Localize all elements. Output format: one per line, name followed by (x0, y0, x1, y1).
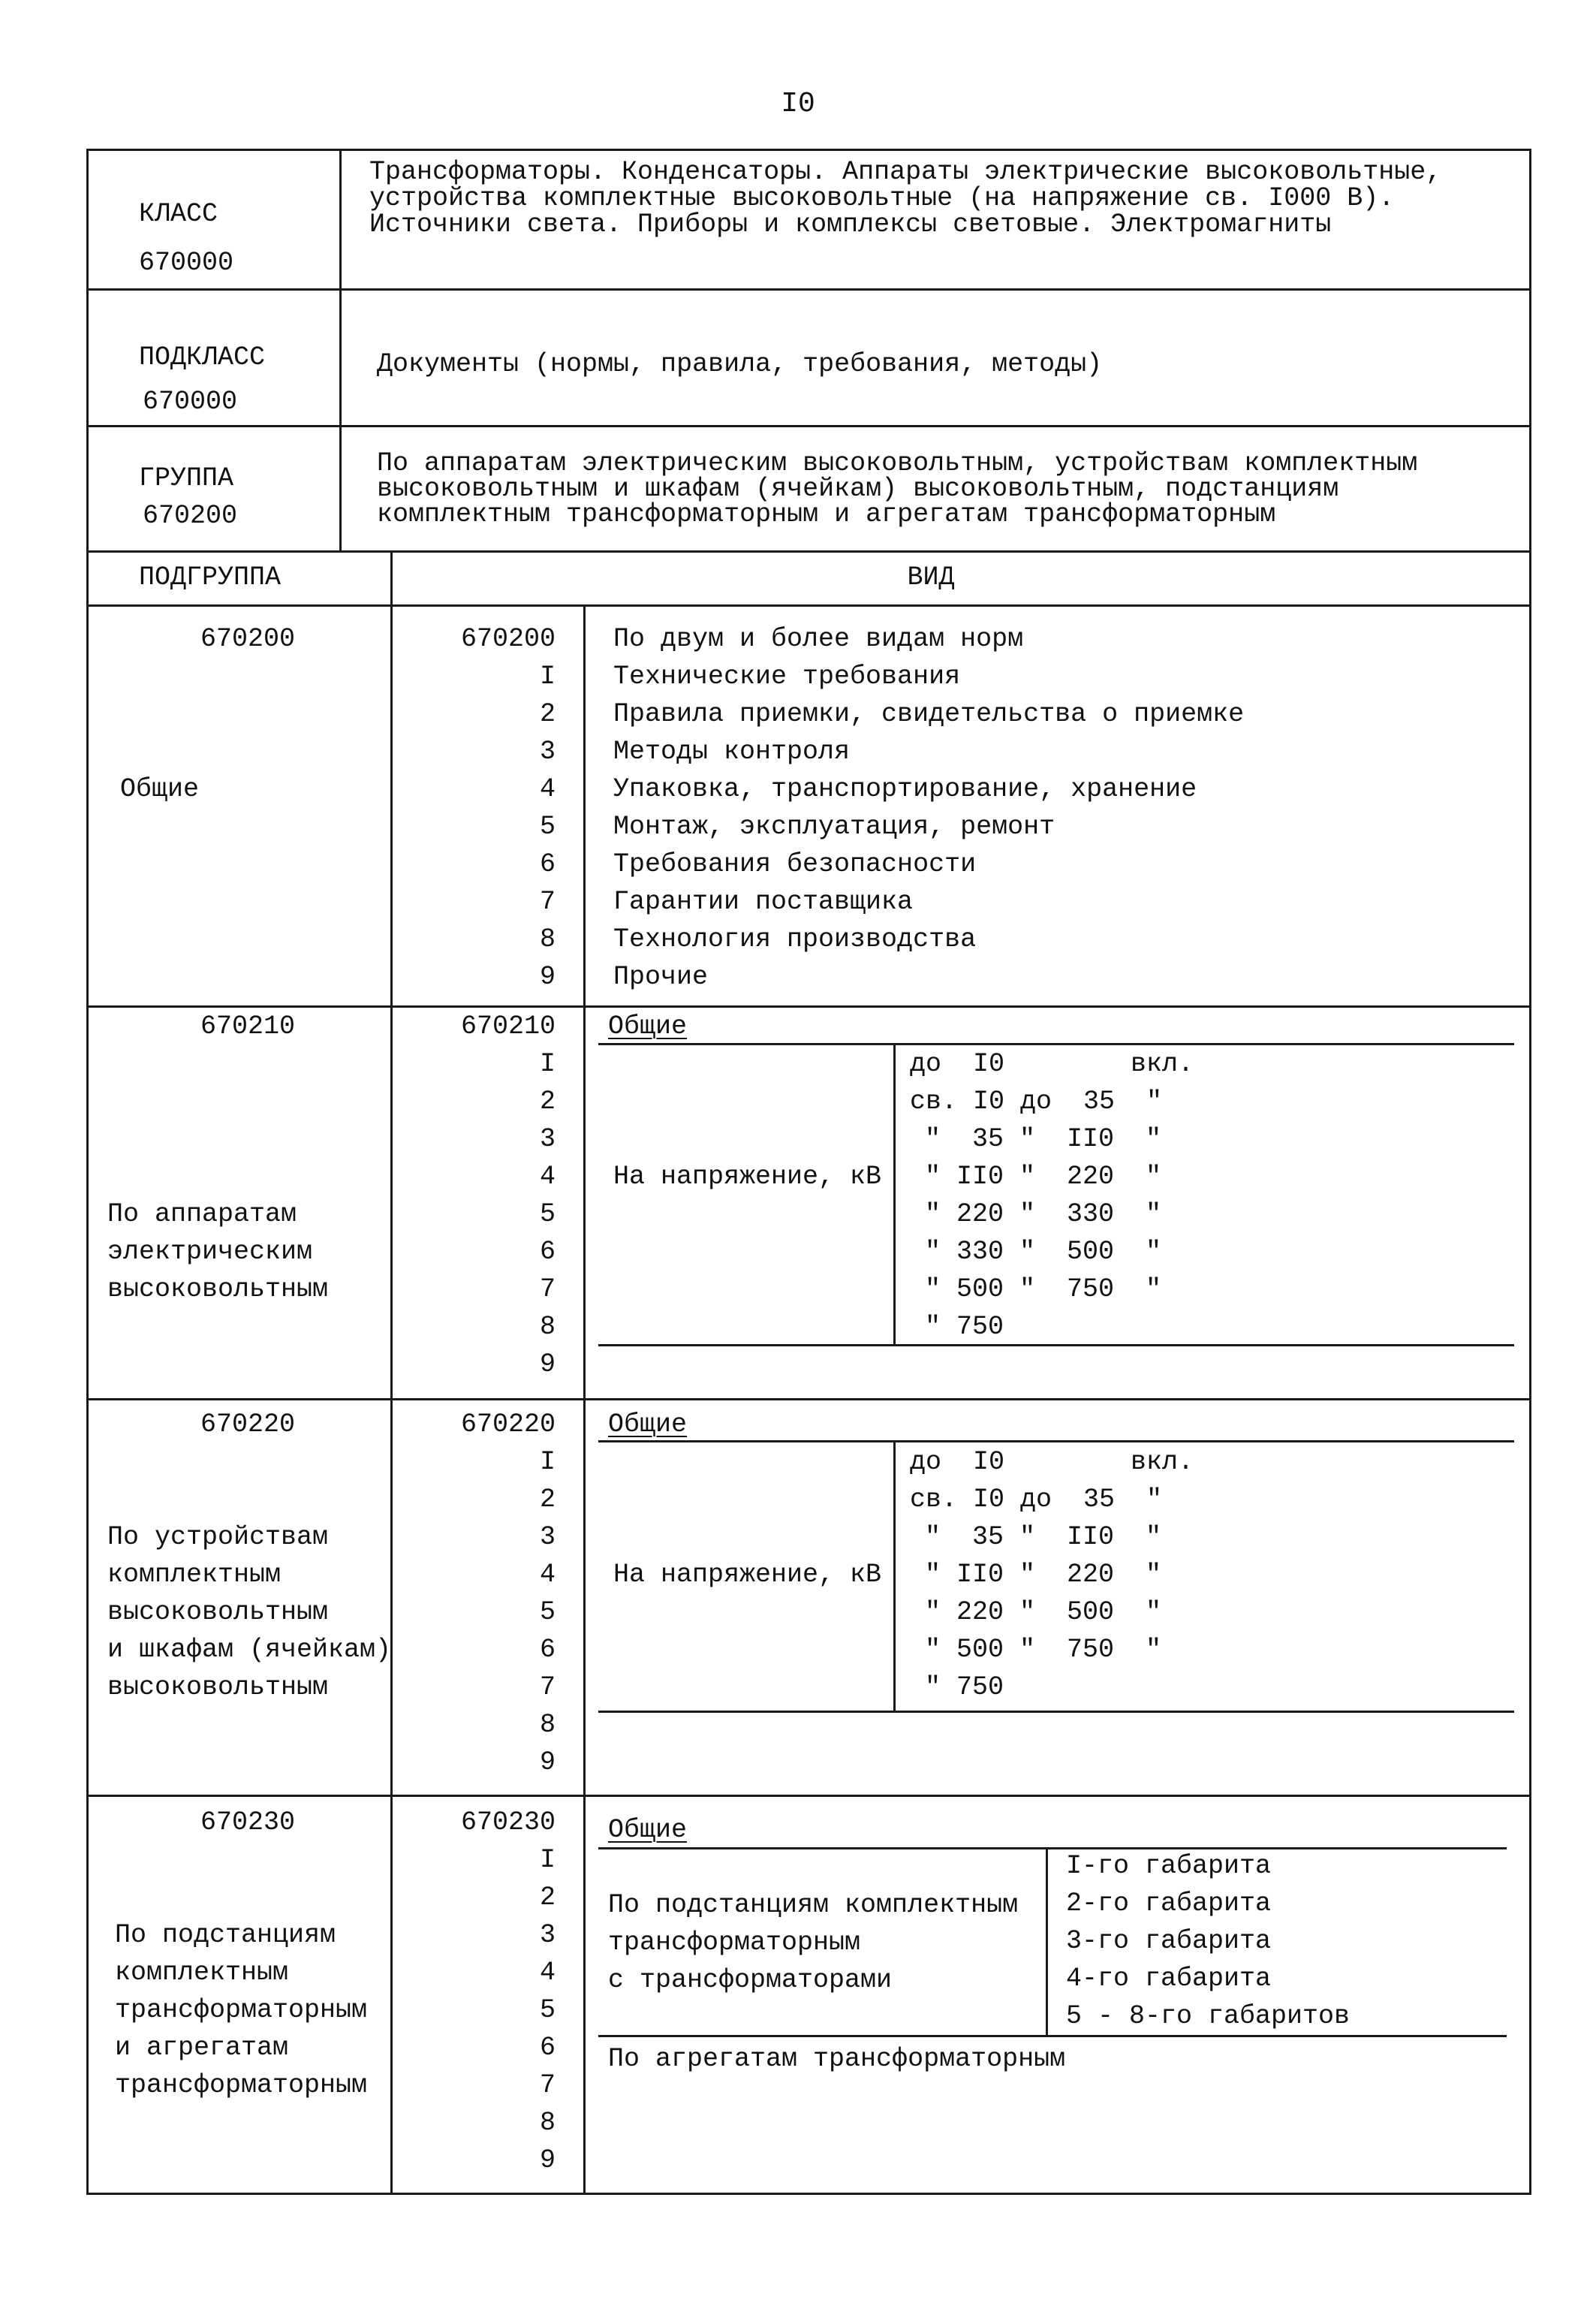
sec2-name-3: высоковольтным (107, 1274, 329, 1304)
sec1-code: 670200 (200, 624, 296, 654)
gabarit-row: 4-го габарита (1066, 1964, 1272, 1994)
klass-label: КЛАСС (139, 199, 218, 229)
sec3-general: Общие (608, 1409, 688, 1439)
gabarit-row: 5 - 8-го габаритов (1066, 2001, 1351, 2031)
sec4-code: 670230 (200, 1807, 296, 1837)
podklass-code: 670000 (143, 387, 238, 417)
range-row: " 750 (925, 1312, 1004, 1342)
sec2-voltage-label: На напряжение, кВ (613, 1162, 882, 1192)
sec4-name-1: По подстанциям (115, 1920, 336, 1950)
podklass-text: Документы (нормы, правила, требования, методы) (377, 349, 1103, 379)
sec4-name-3: трансформаторным (115, 1995, 368, 2025)
sec2-code: 670210 (200, 1011, 296, 1041)
range-row: " 330 " 500 " (925, 1237, 1162, 1267)
header-podgruppa: ПОДГРУППА (139, 562, 282, 592)
sec4-vid-code: 670230 (460, 1807, 556, 1837)
gruppa-text-1: По аппаратам электрическим высоковольтным, устройствам комплектным (377, 448, 1418, 478)
range-row: до I0 вкл. (910, 1049, 1194, 1079)
klass-code: 670000 (139, 248, 234, 278)
sec4-name-4: и агрегатам (115, 2033, 289, 2063)
sec3-code: 670220 (200, 1409, 296, 1439)
list-item: Правила приемки, свидетельства о приемке (613, 699, 1245, 729)
range-row: " 35 " II0 " (925, 1124, 1162, 1154)
range-row: св. I0 до 35 " (910, 1485, 1163, 1515)
gruppa-code: 670200 (143, 501, 238, 531)
klass-text-2: устройства комплектные высоковольтные (на напряжение св. I000 В). (369, 183, 1395, 213)
range-row: " II0 " 220 " (925, 1560, 1162, 1590)
sec4-aggregates: По агрегатам трансформаторным (608, 2044, 1066, 2074)
gruppa-text-2: высоковольтным и шкафам (ячейкам) высоковольтным, подстанциям (377, 474, 1339, 504)
podklass-label: ПОДКЛАСС (139, 342, 266, 372)
gabarit-row: I-го габарита (1066, 1851, 1272, 1881)
list-item: Упаковка, транспортирование, хранение (613, 774, 1197, 804)
sec2-name-2: электрическим (107, 1237, 313, 1267)
list-item: Прочие (613, 962, 709, 992)
range-row: " 220 " 500 " (925, 1597, 1162, 1627)
sec3-name-4: и шкафам (ячейкам) (107, 1635, 392, 1665)
list-item: Технические требования (613, 662, 961, 692)
sec4-substation-2: трансформаторным (608, 1928, 861, 1958)
range-row: " II0 " 220 " (925, 1162, 1162, 1192)
sec3-voltage-label: На напряжение, кВ (613, 1560, 882, 1590)
range-row: " 750 (925, 1672, 1004, 1702)
sec3-name-2: комплектным (107, 1560, 282, 1590)
range-row: до I0 вкл. (910, 1447, 1194, 1477)
range-row: св. I0 до 35 " (910, 1087, 1163, 1117)
gabarit-row: 2-го габарита (1066, 1889, 1272, 1919)
list-item: Технология производства (613, 924, 977, 954)
document-page: I0 КЛАСС 670000 Трансформаторы. Конденсаторы. Аппараты электрические высоковольтные, устройства комплектные высоковольтные (на напряжение св. I000 В). Источники света. Приборы и комплексы световые. Электромагниты ПОДКЛАСС 670000 Документы (нормы, правила, требования, методы) ГРУППА 670200 По аппаратам электрическим высоковольтным, устройствам комплектным высоковольтным и шкафам (ячейкам) высоковольтным, подстанциям комплектным трансформаторным и агрегатам трансформаторным ПОДГРУППА ВИД 670200 Общие 670200 I 2 3 4 5 6 7 8 9 По двум и более видам норм Технические требования Правила приемки, свидетельства о приемке Методы контроля Упаковка, транспортирование, хранение Монтаж, эксплуатация, ремонт Требования безопасности Гарантии поставщика Технология производства Прочие 670210 По аппаратам электрическим высоковольтным 670210 I 2 3 4 5 6 7 8 9 Общие На напряжение, кВ до I0 вкл. св. I0 до 35 " " 35 " II0 " " II0 " 220 " " 220 " 330 " " 330 " 500 " " 500 " 750 " " 750 670220 По устройствам комплектным высоковольтным и шкафам (ячейкам) высоковольтным 670220 I 2 3 4 5 6 7 8 9 Общие На напряжение, кВ до I0 вкл. св. I0 до 35 " " 35 " II0 " " II0 " 220 " " 220 " 500 " " 500 " 750 " " 750 670230 По подстанциям комплектным трансформаторным и агрегатам трансформаторным 670230 I 2 3 4 5 6 7 8 9 Общие По подстанциям комплектным трансформаторным с трансформаторами I-го габарита 2-го габарита 3-го габарита 4-го габарита 5 - 8-го габаритов По агрегатам трансформаторным (0, 0, 1596, 2306)
sec2-name-1: По аппаратам (107, 1199, 297, 1229)
sec3-name-5: высоковольтным (107, 1672, 329, 1702)
list-item: Гарантии поставщика (613, 887, 914, 917)
sec3-name-3: высоковольтным (107, 1597, 329, 1627)
sec3-vid-code: 670220 (460, 1409, 556, 1439)
sec1-vid-code: 670200 (460, 624, 556, 654)
header-vid: ВИД (907, 562, 955, 592)
list-item: Монтаж, эксплуатация, ремонт (613, 812, 1055, 842)
range-row: " 35 " II0 " (925, 1522, 1162, 1552)
range-row: " 500 " 750 " (925, 1274, 1162, 1304)
sec3-name-1: По устройствам (107, 1522, 329, 1552)
sec1-name: Общие (120, 774, 200, 804)
list-item: По двум и более видам норм (613, 624, 1024, 654)
gruppa-text-3: комплектным трансформаторным и агрегатам трансформаторным (377, 499, 1276, 529)
range-row: " 500 " 750 " (925, 1635, 1162, 1665)
sec4-general: Общие (608, 1815, 688, 1845)
list-item: Методы контроля (613, 737, 851, 767)
sec2-general: Общие (608, 1011, 688, 1041)
range-row: " 220 " 330 " (925, 1199, 1162, 1229)
gabarit-row: 3-го габарита (1066, 1926, 1272, 1956)
sec4-name-2: комплектным (115, 1958, 289, 1988)
klass-text-3: Источники света. Приборы и комплексы световые. Электромагниты (369, 209, 1332, 240)
sec2-vid-code: 670210 (460, 1011, 556, 1041)
sec4-name-5: трансформаторным (115, 2070, 368, 2100)
page-number: I0 (781, 88, 815, 120)
gruppa-label: ГРУППА (139, 463, 234, 493)
list-item: Требования безопасности (613, 849, 977, 879)
sec4-substation-3: с трансформаторами (608, 1965, 893, 1995)
klass-text-1: Трансформаторы. Конденсаторы. Аппараты электрические высоковольтные, (369, 157, 1442, 187)
sec4-substation-1: По подстанциям комплектным (608, 1890, 1019, 1920)
